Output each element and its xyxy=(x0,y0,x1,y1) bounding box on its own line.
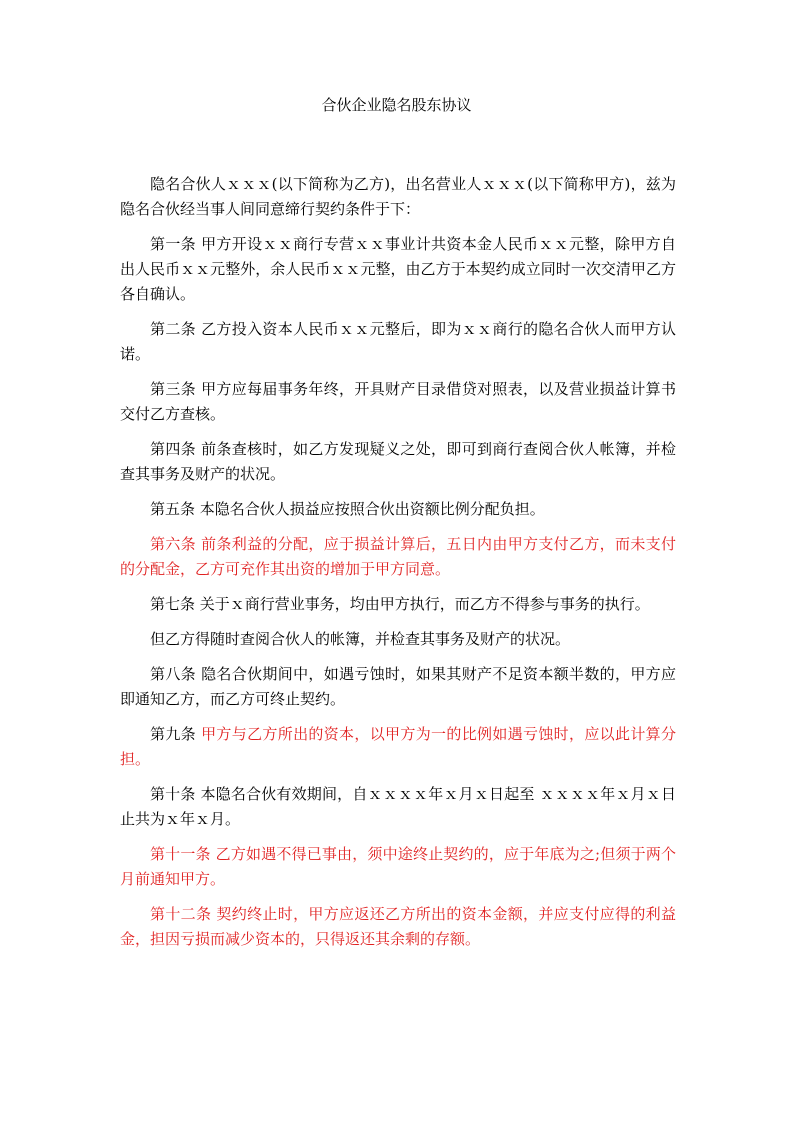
article-10-paragraph: 第十条 本隐名合伙有效期间，自ｘｘｘｘ年ｘ月ｘ日起至 ｘｘｘｘ年ｘ月ｘ日止共为ｘ年ｘ月。 xyxy=(120,785,676,828)
document-title: 合伙企业隐名股东协议 xyxy=(321,96,472,114)
article-6-paragraph: 第六条 前条利益的分配，应于损益计算后，五日内由甲方支付乙方，而未支付的分配金，乙方可充作其出资的增加于甲方同意。 xyxy=(120,535,676,578)
article-11-paragraph: 第十一条 乙方如遇不得已事由，须中途终止契约的，应于年底为之;但须于两个月前通知甲方。 xyxy=(120,845,676,888)
article-1-paragraph: 第一条 甲方开设ｘｘ商行专营ｘｘ事业计共资本金人民币ｘｘ元整，除甲方自出人民币ｘｘ元整外，余人民币ｘｘ元整，由乙方于本契约成立同时一次交清甲乙方各自确认。 xyxy=(120,235,676,303)
document-body xyxy=(120,172,676,962)
article-12-paragraph: 第十二条 契约终止时，甲方应返还乙方所出的资本金额，并应支付应得的利益金，担因亏损而减少资本的，只得返还其余剩的存额。 xyxy=(120,905,676,948)
article-3-paragraph: 第三条 甲方应每届事务年终，开具财产目录借贷对照表，以及营业损益计算书交付乙方查核。 xyxy=(120,380,676,423)
preamble-paragraph: 隐名合伙人ｘｘｘ(以下简称为乙方)，出名营业人ｘｘｘ(以下简称甲方)，兹为隐名合伙经当事人间同意缔行契约条件于下： xyxy=(120,175,676,218)
article-5-paragraph: 第五条 本隐名合伙人损益应按照合伙出资额比例分配负担。 xyxy=(150,500,545,518)
article-7-paragraph: 第七条 关于ｘ商行营业事务，均由甲方执行，而乙方不得参与事务的执行。 xyxy=(150,595,650,613)
article-7-continuation-paragraph: 但乙方得随时查阅合伙人的帐簿，并检查其事务及财产的状况。 xyxy=(150,630,571,648)
article-9-number: 第九条 xyxy=(150,725,202,743)
article-4-paragraph: 第四条 前条查核时，如乙方发现疑义之处，即可到商行查阅合伙人帐簿，并检查其事务及财产的状况。 xyxy=(120,440,676,483)
article-9-text: 甲方与乙方所出的资本，以甲方为一的比例如遇亏蚀时，应以此计算分担。 xyxy=(120,725,676,768)
article-8-paragraph: 第八条 隐名合伙期间中，如遇亏蚀时，如果其财产不足资本额半数的，甲方应即通知乙方，而乙方可终止契约。 xyxy=(120,665,676,708)
article-2-paragraph: 第二条 乙方投入资本人民币ｘｘ元整后，即为ｘｘ商行的隐名合伙人而甲方认诺。 xyxy=(120,320,676,363)
article-9-paragraph xyxy=(120,722,676,772)
